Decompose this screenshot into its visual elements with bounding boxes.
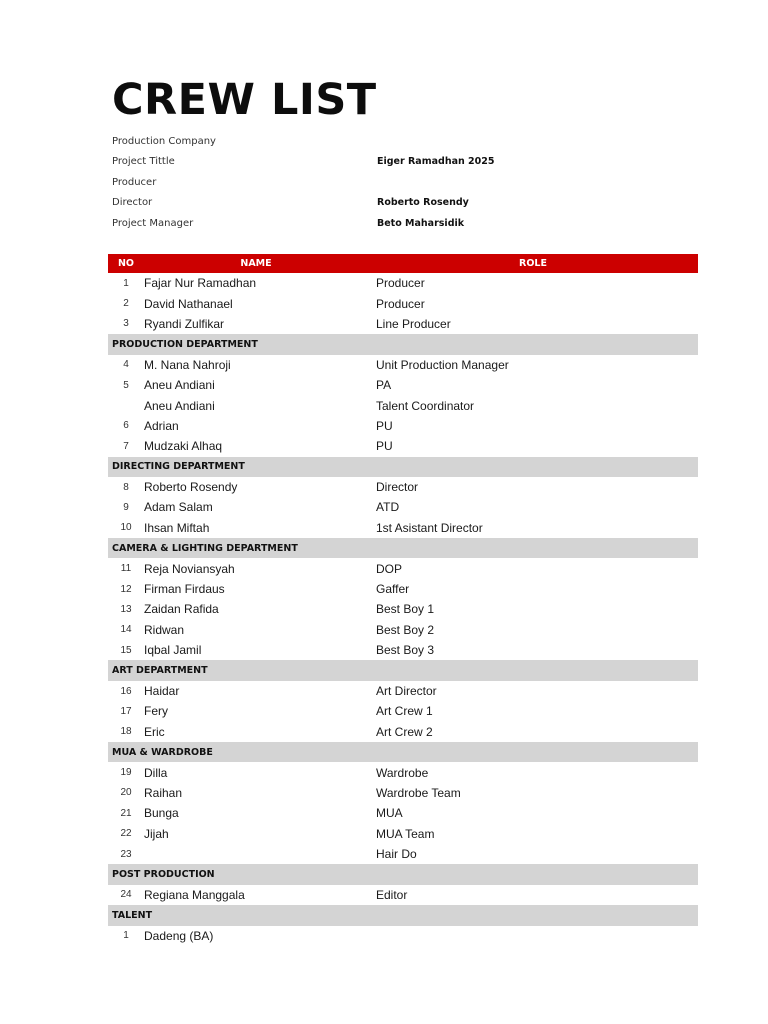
table-row: [108, 558, 698, 578]
cell-name: Raihan: [144, 785, 183, 800]
cell-name: Aneu Andiani: [144, 398, 215, 413]
cell-no: 9: [123, 501, 129, 513]
table-row: [108, 620, 698, 640]
department-header: MUA & WARDROBE: [108, 742, 698, 762]
cell-name: Fajar Nur Ramadhan: [144, 276, 257, 291]
cell-name: David Nathanael: [144, 296, 233, 311]
cell-no: 20: [120, 787, 132, 799]
cell-no: 24: [120, 889, 132, 901]
cell-no: 10: [120, 522, 132, 534]
meta-label: Producer: [112, 176, 157, 188]
cell-name: Ihsan Miftah: [144, 520, 210, 535]
cell-role: Wardrobe: [376, 765, 429, 780]
table-row: [108, 885, 698, 905]
cell-no: 21: [120, 807, 132, 819]
cell-role: Line Producer: [376, 316, 451, 331]
meta-label: Production Company: [112, 135, 216, 147]
crew-table: [108, 254, 698, 946]
meta-row: [112, 131, 702, 152]
meta-row: [112, 213, 702, 234]
cell-no: 5: [123, 379, 129, 391]
table-row: [108, 497, 698, 517]
cell-name: Ridwan: [144, 622, 185, 637]
cell-no: 13: [120, 603, 132, 615]
table-row: [108, 395, 698, 415]
cell-no: 6: [123, 420, 129, 432]
table-row: [108, 273, 698, 293]
cell-role: Gaffer: [376, 582, 410, 597]
table-row: [108, 722, 698, 742]
cell-role: Art Crew 2: [376, 724, 433, 739]
cell-role: PU: [376, 439, 393, 454]
table-row: [108, 762, 698, 782]
cell-name: Iqbal Jamil: [144, 643, 202, 658]
department-header: ART DEPARTMENT: [108, 660, 698, 680]
cell-name: Ryandi Zulfikar: [144, 316, 225, 331]
meta-label: Director: [112, 197, 153, 209]
cell-no: 23: [120, 848, 132, 860]
cell-name: Aneu Andiani: [144, 378, 215, 393]
cell-role: Producer: [376, 296, 425, 311]
cell-role: Talent Coordinator: [376, 398, 475, 413]
cell-role: Producer: [376, 276, 425, 291]
cell-no: 16: [120, 685, 132, 697]
cell-name: Roberto Rosendy: [144, 480, 238, 495]
table-row: [108, 640, 698, 660]
page-title: CREW LIST: [112, 75, 377, 125]
cell-role: Best Boy 1: [376, 602, 435, 617]
cell-role: MUA: [376, 806, 403, 821]
cell-name: Reja Noviansyah: [144, 561, 235, 576]
cell-no: 14: [120, 624, 132, 636]
cell-no: 1: [123, 930, 129, 942]
table-row: [108, 416, 698, 436]
table-row: [108, 844, 698, 864]
cell-name: Firman Firdaus: [144, 582, 225, 597]
cell-no: 1: [123, 277, 129, 289]
header-role: ROLE: [519, 258, 547, 269]
cell-name: Dadeng (BA): [144, 928, 214, 943]
table-row: [108, 518, 698, 538]
cell-name: Mudzaki Alhaq: [144, 439, 223, 454]
cell-role: Unit Production Manager: [376, 357, 509, 372]
cell-role: MUA Team: [376, 826, 435, 841]
meta-value: Eiger Ramadhan 2025: [377, 156, 495, 168]
cell-no: 17: [120, 705, 132, 717]
table-row: [108, 375, 698, 395]
meta-value: Beto Maharsidik: [377, 217, 465, 229]
cell-role: 1st Asistant Director: [376, 520, 483, 535]
cell-role: DOP: [376, 561, 403, 576]
cell-no: 7: [123, 440, 129, 452]
cell-name: Jijah: [144, 826, 169, 841]
table-row: [108, 599, 698, 619]
department-header: PRODUCTION DEPARTMENT: [108, 334, 698, 354]
cell-role: Wardrobe Team: [376, 785, 461, 800]
table-header: [108, 254, 698, 273]
cell-no: 11: [120, 563, 132, 575]
cell-no: 12: [120, 583, 132, 595]
department-header: CAMERA & LIGHTING DEPARTMENT: [108, 538, 698, 558]
table-row: [108, 783, 698, 803]
cell-role: Art Crew 1: [376, 704, 433, 719]
table-row: [108, 681, 698, 701]
cell-no: 19: [120, 767, 132, 779]
cell-role: PU: [376, 418, 393, 433]
cell-name: Adrian: [144, 418, 179, 433]
cell-role: Director: [376, 480, 419, 495]
table-row: [108, 314, 698, 334]
table-row: [108, 824, 698, 844]
meta-row: [112, 152, 702, 173]
cell-no: 22: [120, 828, 132, 840]
cell-role: Best Boy 3: [376, 643, 435, 658]
cell-name: Haidar: [144, 684, 180, 698]
department-header: DIRECTING DEPARTMENT: [108, 457, 698, 477]
cell-no: 18: [120, 726, 132, 738]
meta-row: [112, 193, 702, 214]
cell-no: 4: [123, 359, 129, 371]
cell-role: Hair Do: [376, 847, 417, 862]
table-row: [108, 803, 698, 823]
table-body: [108, 273, 698, 946]
cell-no: 8: [123, 481, 129, 493]
table-row: [108, 355, 698, 375]
table-row: [108, 477, 698, 497]
table-row: [108, 701, 698, 721]
department-header: TALENT: [108, 905, 698, 925]
cell-name: M. Nana Nahroji: [144, 357, 231, 372]
meta-label: Project Tittle: [112, 156, 175, 168]
meta-label: Project Manager: [112, 217, 194, 229]
table-row: [108, 293, 698, 313]
cell-name: Zaidan Rafida: [144, 602, 219, 617]
meta-row: [112, 172, 702, 193]
table-row: [108, 436, 698, 456]
table-row: [108, 579, 698, 599]
header-no: NO: [117, 258, 135, 269]
cell-role: Art Director: [376, 684, 437, 698]
cell-name: Dilla: [144, 765, 168, 780]
department-header: POST PRODUCTION: [108, 864, 698, 884]
cell-role: PA: [376, 378, 392, 393]
cell-no: 2: [123, 298, 129, 310]
meta-value: Roberto Rosendy: [377, 197, 469, 209]
cell-name: Fery: [144, 704, 168, 719]
cell-name: Regiana Manggala: [144, 887, 245, 902]
header-name: NAME: [240, 258, 272, 269]
cell-no: 15: [120, 644, 132, 656]
cell-name: Bunga: [144, 806, 179, 821]
table-row: [108, 926, 698, 946]
cell-role: ATD: [376, 500, 400, 515]
cell-name: Adam Salam: [144, 500, 213, 515]
cell-role: Editor: [376, 887, 408, 902]
cell-role: Best Boy 2: [376, 622, 435, 637]
cell-no: 3: [123, 318, 129, 330]
cell-name: Eric: [144, 724, 165, 739]
project-info: [112, 131, 702, 234]
